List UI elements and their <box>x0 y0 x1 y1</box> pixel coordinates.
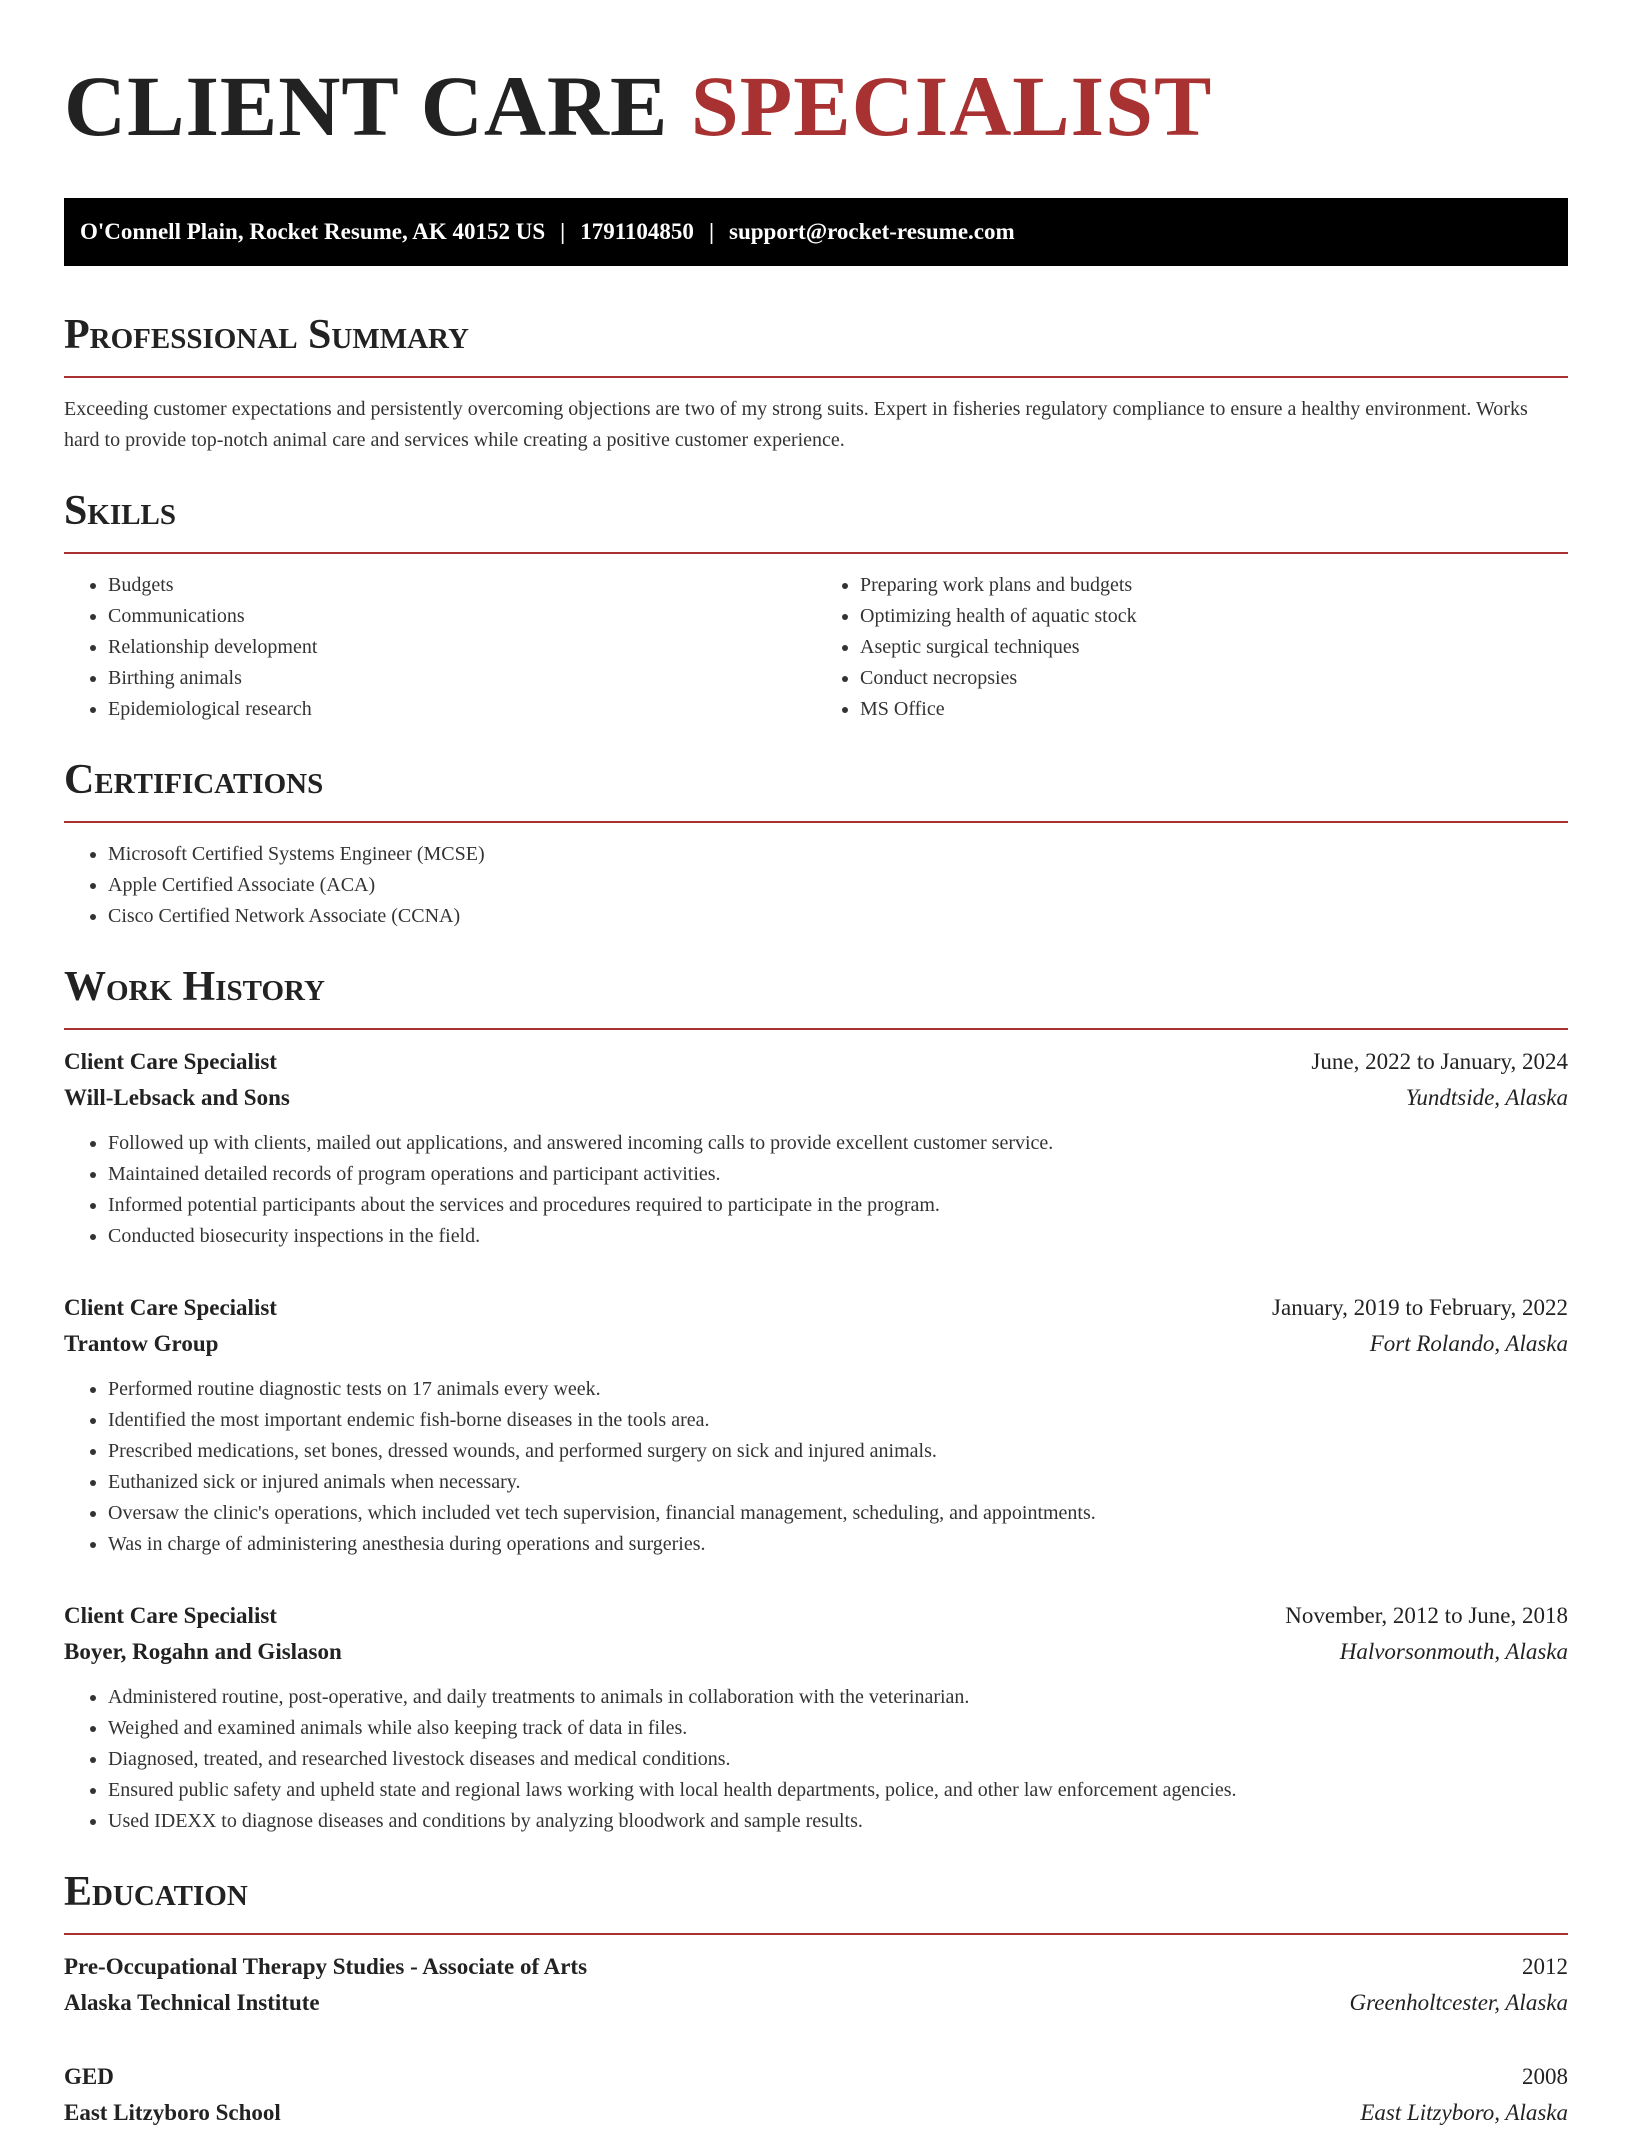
job-bullet: • Used IDEXX to diagnose diseases and conditions by analyzing bloodwork and sample results. <box>108 1806 1568 1837</box>
job-location: Fort Rolando, Alaska <box>1369 1331 1568 1356</box>
section-title-skills: Skills <box>64 488 177 534</box>
contact-phone[interactable]: 1791104850 <box>580 219 694 244</box>
job-bullet: • Euthanized sick or injured animals when necessary. <box>108 1467 1568 1498</box>
job-dates: June, 2022 to January, 2024 <box>1311 1049 1568 1074</box>
job-bullet: • Administered routine, post-operative, and daily treatments to animals in collaboration with the veterinarian. <box>108 1682 1568 1713</box>
skill-item: • Relationship development <box>108 632 816 663</box>
skill-item: • Preparing work plans and budgets <box>860 570 1568 601</box>
job-location: Yundtside, Alaska <box>1405 1085 1568 1110</box>
job-bullet: • Performed routine diagnostic tests on 17 animals every week. <box>108 1374 1568 1405</box>
skills-list-right <box>816 570 1568 725</box>
certifications-section <box>64 755 1568 932</box>
education-section <box>64 1867 1568 2131</box>
education-header <box>64 1949 1568 1985</box>
job-subheader <box>64 1080 1568 1116</box>
certification-item: • Microsoft Certified Systems Engineer (MCSE) <box>108 839 1568 870</box>
job-bullet: • Prescribed medications, set bones, dressed wounds, and performed surgery on sick and injured animals. <box>108 1436 1568 1467</box>
job-bullet: • Followed up with clients, mailed out applications, and answered incoming calls to provide excellent customer service. <box>108 1128 1568 1159</box>
education-subheader <box>64 2095 1568 2131</box>
job-company: Trantow Group <box>64 1331 219 1356</box>
skill-item: • MS Office <box>860 694 1568 725</box>
job-bullet: • Maintained detailed records of program operations and participant activities. <box>108 1159 1568 1190</box>
job-entry <box>64 1044 1568 1252</box>
skills-section <box>64 486 1568 725</box>
certification-item: • Apple Certified Associate (ACA) <box>108 870 1568 901</box>
education-year: 2012 <box>1522 1954 1568 1979</box>
section-divider <box>64 821 1568 823</box>
job-bullet: • Weighed and examined animals while also keeping track of data in files. <box>108 1713 1568 1744</box>
education-year: 2008 <box>1522 2064 1568 2089</box>
skill-item: • Communications <box>108 601 816 632</box>
education-location: East Litzyboro, Alaska <box>1360 2100 1568 2125</box>
job-entry <box>64 1598 1568 1837</box>
education-location: Greenholtcester, Alaska <box>1349 1990 1568 2015</box>
job-bullet: • Ensured public safety and upheld state and regional laws working with local health departments, police, and other law enforcement agencies. <box>108 1775 1568 1806</box>
contact-separator: | <box>708 219 715 244</box>
education-degree: Pre-Occupational Therapy Studies - Associate of Arts <box>64 1954 588 1979</box>
job-header <box>64 1290 1568 1326</box>
job-dates: November, 2012 to June, 2018 <box>1285 1603 1568 1628</box>
job-subheader <box>64 1634 1568 1670</box>
skill-item: • Birthing animals <box>108 663 816 694</box>
title-main: CLIENT CARE <box>64 58 669 154</box>
section-divider <box>64 1028 1568 1030</box>
job-bullet: • Oversaw the clinic's operations, which included vet tech supervision, financial management, scheduling, and appointments. <box>108 1498 1568 1529</box>
job-bullets <box>64 1128 1568 1252</box>
summary-section <box>64 310 1568 456</box>
section-divider <box>64 1933 1568 1935</box>
job-bullet: • Diagnosed, treated, and researched livestock diseases and medical conditions. <box>108 1744 1568 1775</box>
education-degree: GED <box>64 2064 114 2089</box>
job-company: Will-Lebsack and Sons <box>64 1085 290 1110</box>
skill-item: • Conduct necropsies <box>860 663 1568 694</box>
contact-separator: | <box>560 219 566 244</box>
certification-item: • Cisco Certified Network Associate (CCNA) <box>108 901 1568 932</box>
skill-item: • Optimizing health of aquatic stock <box>860 601 1568 632</box>
job-dates: January, 2019 to February, 2022 <box>1272 1295 1568 1320</box>
education-entry <box>64 1949 1568 2021</box>
skill-item: • Budgets <box>108 570 816 601</box>
section-title-summary: Professional Summary <box>64 312 469 358</box>
job-header <box>64 1044 1568 1080</box>
job-bullets <box>64 1682 1568 1837</box>
education-school: East Litzyboro School <box>64 2100 281 2125</box>
job-entry <box>64 1290 1568 1560</box>
job-bullet: • Identified the most important endemic fish-borne diseases in the tools area. <box>108 1405 1568 1436</box>
job-header <box>64 1598 1568 1634</box>
contact-address: O'Connell Plain, Rocket Resume, AK 40152 US <box>80 219 546 244</box>
skill-item: • Epidemiological research <box>108 694 816 725</box>
job-subheader <box>64 1326 1568 1362</box>
summary-text: Exceeding customer expectations and persistently overcoming objections are two of my strong suits. Expert in fisheries regulatory compliance to ensure a healthy environment. Works hard to provide top-notch animal care and services while creating a positive customer experience. <box>64 398 1528 451</box>
contact-bar <box>64 198 1568 266</box>
job-role: Client Care Specialist <box>64 1295 277 1320</box>
job-role: Client Care Specialist <box>64 1603 277 1628</box>
job-bullet: • Was in charge of administering anesthesia during operations and surgeries. <box>108 1529 1568 1560</box>
job-company: Boyer, Rogahn and Gislason <box>64 1639 342 1664</box>
title-accent: SPECIALIST <box>690 58 1213 154</box>
section-divider <box>64 376 1568 378</box>
education-header <box>64 2059 1568 2095</box>
section-title-work-history: Work History <box>64 964 325 1010</box>
section-title-education: Education <box>64 1869 248 1915</box>
job-bullet: • Informed potential participants about the services and procedures required to participate in the program. <box>108 1190 1568 1221</box>
page-title <box>64 0 1568 156</box>
skills-grid <box>64 554 1568 725</box>
skill-item: • Aseptic surgical techniques <box>860 632 1568 663</box>
section-title-certifications: Certifications <box>64 757 324 803</box>
job-location: Halvorsonmouth, Alaska <box>1339 1639 1568 1664</box>
job-bullet: • Conducted biosecurity inspections in the field. <box>108 1221 1568 1252</box>
education-school: Alaska Technical Institute <box>64 1990 320 2015</box>
skills-list-left <box>64 570 816 725</box>
work-history-section <box>64 962 1568 1837</box>
contact-email[interactable]: support@rocket-resume.com <box>729 219 1015 244</box>
job-role: Client Care Specialist <box>64 1049 277 1074</box>
education-entry <box>64 2059 1568 2131</box>
job-bullets <box>64 1374 1568 1560</box>
certifications-list <box>64 839 1568 932</box>
education-subheader <box>64 1985 1568 2021</box>
